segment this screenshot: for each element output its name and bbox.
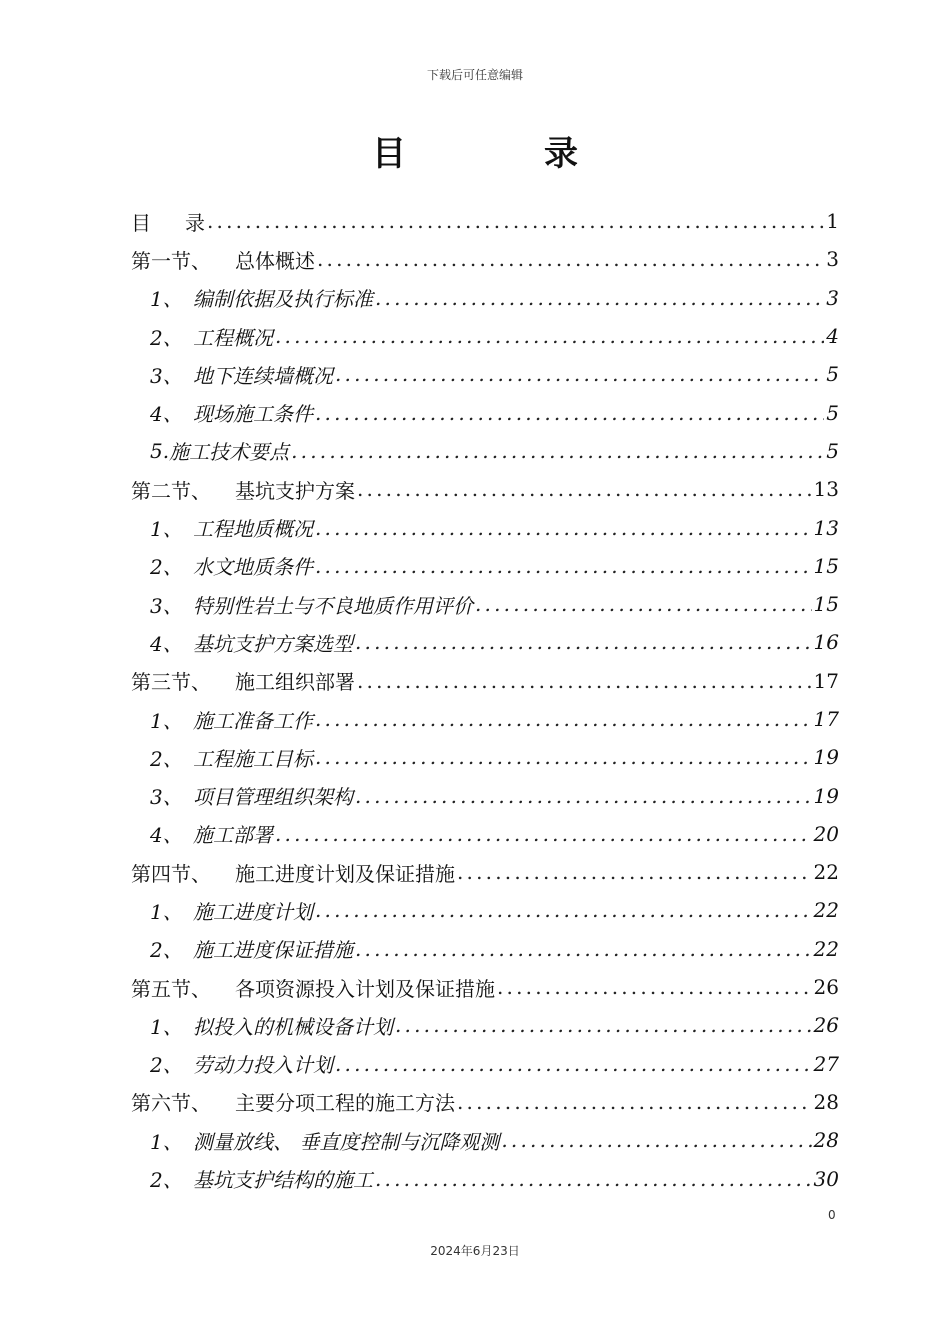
toc-entry-page: 19 [813, 783, 839, 808]
toc-section-entry[interactable] [131, 853, 839, 891]
toc-entry-title: 总体概述 [235, 248, 315, 273]
toc-entry-title: 施工准备工作 [193, 708, 313, 733]
toc-dot-leader [335, 1052, 812, 1076]
toc-entry-page: 3 [826, 247, 839, 272]
toc-dot-leader [315, 554, 812, 578]
toc-dot-leader [475, 592, 812, 616]
toc-entry-title: 工程地质概况 [193, 517, 313, 542]
toc-entry-page: 19 [813, 745, 839, 770]
toc-entry-page: 13 [813, 515, 839, 540]
toc-subsection-entry[interactable] [131, 815, 839, 853]
toc-entry-title: 现场施工条件 [193, 402, 313, 427]
toc-entry-number: 4、 [150, 823, 183, 848]
toc-entry-title: 施工进度保证措施 [193, 938, 353, 963]
toc-entry-page: 5 [826, 438, 839, 463]
toc-entry-title: 施工进度计划 [193, 899, 313, 924]
toc-entry-title: 基坑支护方案 [235, 478, 355, 503]
toc-dot-leader [315, 898, 812, 922]
toc-subsection-entry[interactable] [131, 1121, 839, 1159]
toc-entry-title: 施工技术要点 [169, 440, 290, 465]
toc-dot-leader [335, 362, 824, 386]
toc-entry-page: 15 [813, 592, 839, 617]
toc-entry-number: 2、 [150, 555, 183, 580]
toc-entry-number: 1、 [150, 1014, 183, 1039]
toc-subsection-entry[interactable] [131, 279, 839, 317]
toc-subsection-entry[interactable] [131, 930, 839, 968]
toc-dot-leader [457, 860, 812, 884]
toc-entry-page: 26 [813, 1013, 839, 1038]
toc-entry-page: 20 [813, 821, 839, 846]
toc-entry-title: 地下连续墙概况 [193, 363, 333, 388]
toc-entry-number: 第三节、 [131, 670, 211, 695]
toc-entry-number: 目 [131, 210, 185, 235]
toc-entry-number: 4、 [150, 402, 183, 427]
toc-entry-number: 第五节、 [131, 976, 211, 1001]
toc-subsection-entry[interactable] [131, 1159, 839, 1197]
toc-entry-page: 1 [826, 209, 839, 234]
toc-entry-page: 17 [813, 707, 839, 731]
toc-section-entry[interactable] [131, 240, 839, 278]
toc-entry-page: 28 [813, 1128, 839, 1153]
toc-dot-leader [355, 937, 812, 961]
toc-subsection-entry[interactable] [131, 1006, 839, 1044]
toc-subsection-entry[interactable] [131, 738, 839, 776]
toc-entry-page: 22 [813, 898, 839, 923]
page-header: 下载后可任意编辑 [426, 68, 523, 82]
toc-entry-number: 1、 [150, 1129, 183, 1154]
toc-entry-title: 劳动力投入计划 [193, 1053, 333, 1078]
toc-entry-number: 3、 [150, 363, 183, 388]
toc-dot-leader [375, 286, 824, 310]
toc-subsection-entry[interactable] [131, 700, 839, 738]
toc-entry-number: 2、 [150, 1053, 183, 1078]
toc-dot-leader [315, 745, 812, 769]
toc-dot-leader [355, 630, 812, 654]
toc-dot-leader [375, 1167, 812, 1191]
toc-entry-title: 基坑支护结构的施工 [193, 1168, 373, 1193]
toc-entry-page: 16 [813, 630, 839, 655]
toc-entry-title: 录 [185, 210, 205, 235]
toc-entry-number: 2、 [150, 1168, 183, 1193]
toc-subsection-entry[interactable] [131, 508, 839, 546]
toc-entry-number: 1、 [150, 708, 183, 733]
toc-dot-leader [275, 324, 824, 348]
toc-subsection-entry[interactable] [131, 355, 839, 393]
page-number: 0 [828, 1208, 836, 1222]
toc-dot-leader [357, 669, 812, 693]
toc-dot-leader [275, 822, 812, 846]
toc-entry-title: 特别性岩土与不良地质作用评价 [193, 593, 473, 618]
toc-section-entry[interactable] [131, 1083, 839, 1121]
page-footer-date: 2024年6月23日 [430, 1244, 520, 1258]
toc-entry-page: 5 [826, 362, 839, 387]
table-of-contents [131, 202, 839, 1198]
toc-dot-leader [291, 439, 824, 463]
toc-dot-leader [497, 975, 812, 999]
toc-entry-page: 22 [813, 936, 839, 961]
toc-entry-number: 第二节、 [131, 478, 211, 503]
toc-subsection-entry[interactable] [131, 547, 839, 585]
toc-section-entry[interactable] [131, 968, 839, 1006]
toc-dot-leader [207, 209, 824, 233]
toc-entry-page: 3 [826, 285, 839, 310]
toc-entry-number: 3、 [150, 785, 183, 810]
toc-subsection-entry[interactable] [131, 585, 839, 623]
toc-entry-page: 27 [813, 1051, 839, 1076]
toc-entry-page: 28 [813, 1089, 839, 1114]
toc-subsection-entry[interactable] [131, 317, 839, 355]
toc-entry-page: 22 [813, 860, 839, 885]
toc-section-entry[interactable] [131, 202, 839, 240]
toc-subsection-entry[interactable] [131, 891, 839, 929]
toc-entry-number: 1、 [150, 287, 183, 312]
toc-entry-number: 第四节、 [131, 861, 211, 886]
toc-dot-leader [317, 247, 824, 271]
toc-dot-leader [315, 401, 824, 425]
toc-section-entry[interactable] [131, 470, 839, 508]
toc-entry-title: 工程概况 [193, 325, 273, 350]
toc-entry-page: 30 [813, 1166, 839, 1191]
toc-entry-title: 各项资源投入计划及保证措施 [235, 976, 495, 1001]
toc-section-entry[interactable] [131, 662, 839, 700]
toc-entry-number: 第一节、 [131, 248, 211, 273]
toc-dot-leader [315, 707, 812, 731]
toc-entry-page: 5 [826, 400, 839, 425]
toc-entry-number: 3、 [150, 593, 183, 618]
toc-subsection-entry[interactable] [131, 776, 839, 814]
toc-entry-page: 17 [813, 668, 839, 693]
toc-entry-title: 工程施工目标 [193, 746, 313, 771]
toc-entry-number: 2、 [150, 325, 183, 350]
toc-dot-leader [457, 1090, 812, 1114]
toc-entry-number: 1、 [150, 899, 183, 924]
toc-entry-number: 2、 [150, 938, 183, 963]
toc-entry-title: 项目管理组织架构 [193, 785, 353, 810]
toc-entry-title: 水文地质条件 [193, 555, 313, 580]
toc-entry-title: 编制依据及执行标准 [193, 287, 373, 312]
toc-entry-title: 测量放线、 垂直度控制与沉降观测 [193, 1129, 500, 1154]
toc-entry-title: 施工进度计划及保证措施 [235, 861, 455, 886]
toc-dot-leader [315, 516, 812, 540]
toc-entry-title: 拟投入的机械设备计划 [193, 1014, 393, 1039]
document-title: 目 录 [372, 134, 630, 174]
toc-subsection-entry[interactable] [131, 1045, 839, 1083]
toc-dot-leader [357, 477, 812, 501]
toc-entry-number: 第六节、 [131, 1091, 211, 1116]
toc-subsection-entry[interactable] [131, 393, 839, 431]
toc-entry-title: 主要分项工程的施工方法 [235, 1091, 455, 1116]
toc-entry-number: 2、 [150, 746, 183, 771]
toc-entry-number: 5. [150, 438, 170, 463]
toc-entry-number: 1、 [150, 517, 183, 542]
toc-dot-leader [501, 1128, 811, 1152]
toc-entry-page: 13 [813, 477, 839, 502]
toc-entry-title: 施工部署 [193, 823, 273, 848]
toc-entry-page: 4 [826, 324, 839, 349]
toc-dot-leader [355, 784, 812, 808]
toc-dot-leader [395, 1013, 812, 1037]
toc-subsection-entry[interactable] [131, 623, 839, 661]
toc-subsection-entry[interactable] [131, 432, 839, 470]
toc-entry-title: 基坑支护方案选型 [193, 631, 353, 656]
toc-entry-page: 15 [813, 553, 839, 578]
toc-entry-number: 4、 [150, 631, 183, 656]
toc-entry-page: 26 [813, 975, 839, 1000]
toc-entry-title: 施工组织部署 [235, 670, 355, 695]
